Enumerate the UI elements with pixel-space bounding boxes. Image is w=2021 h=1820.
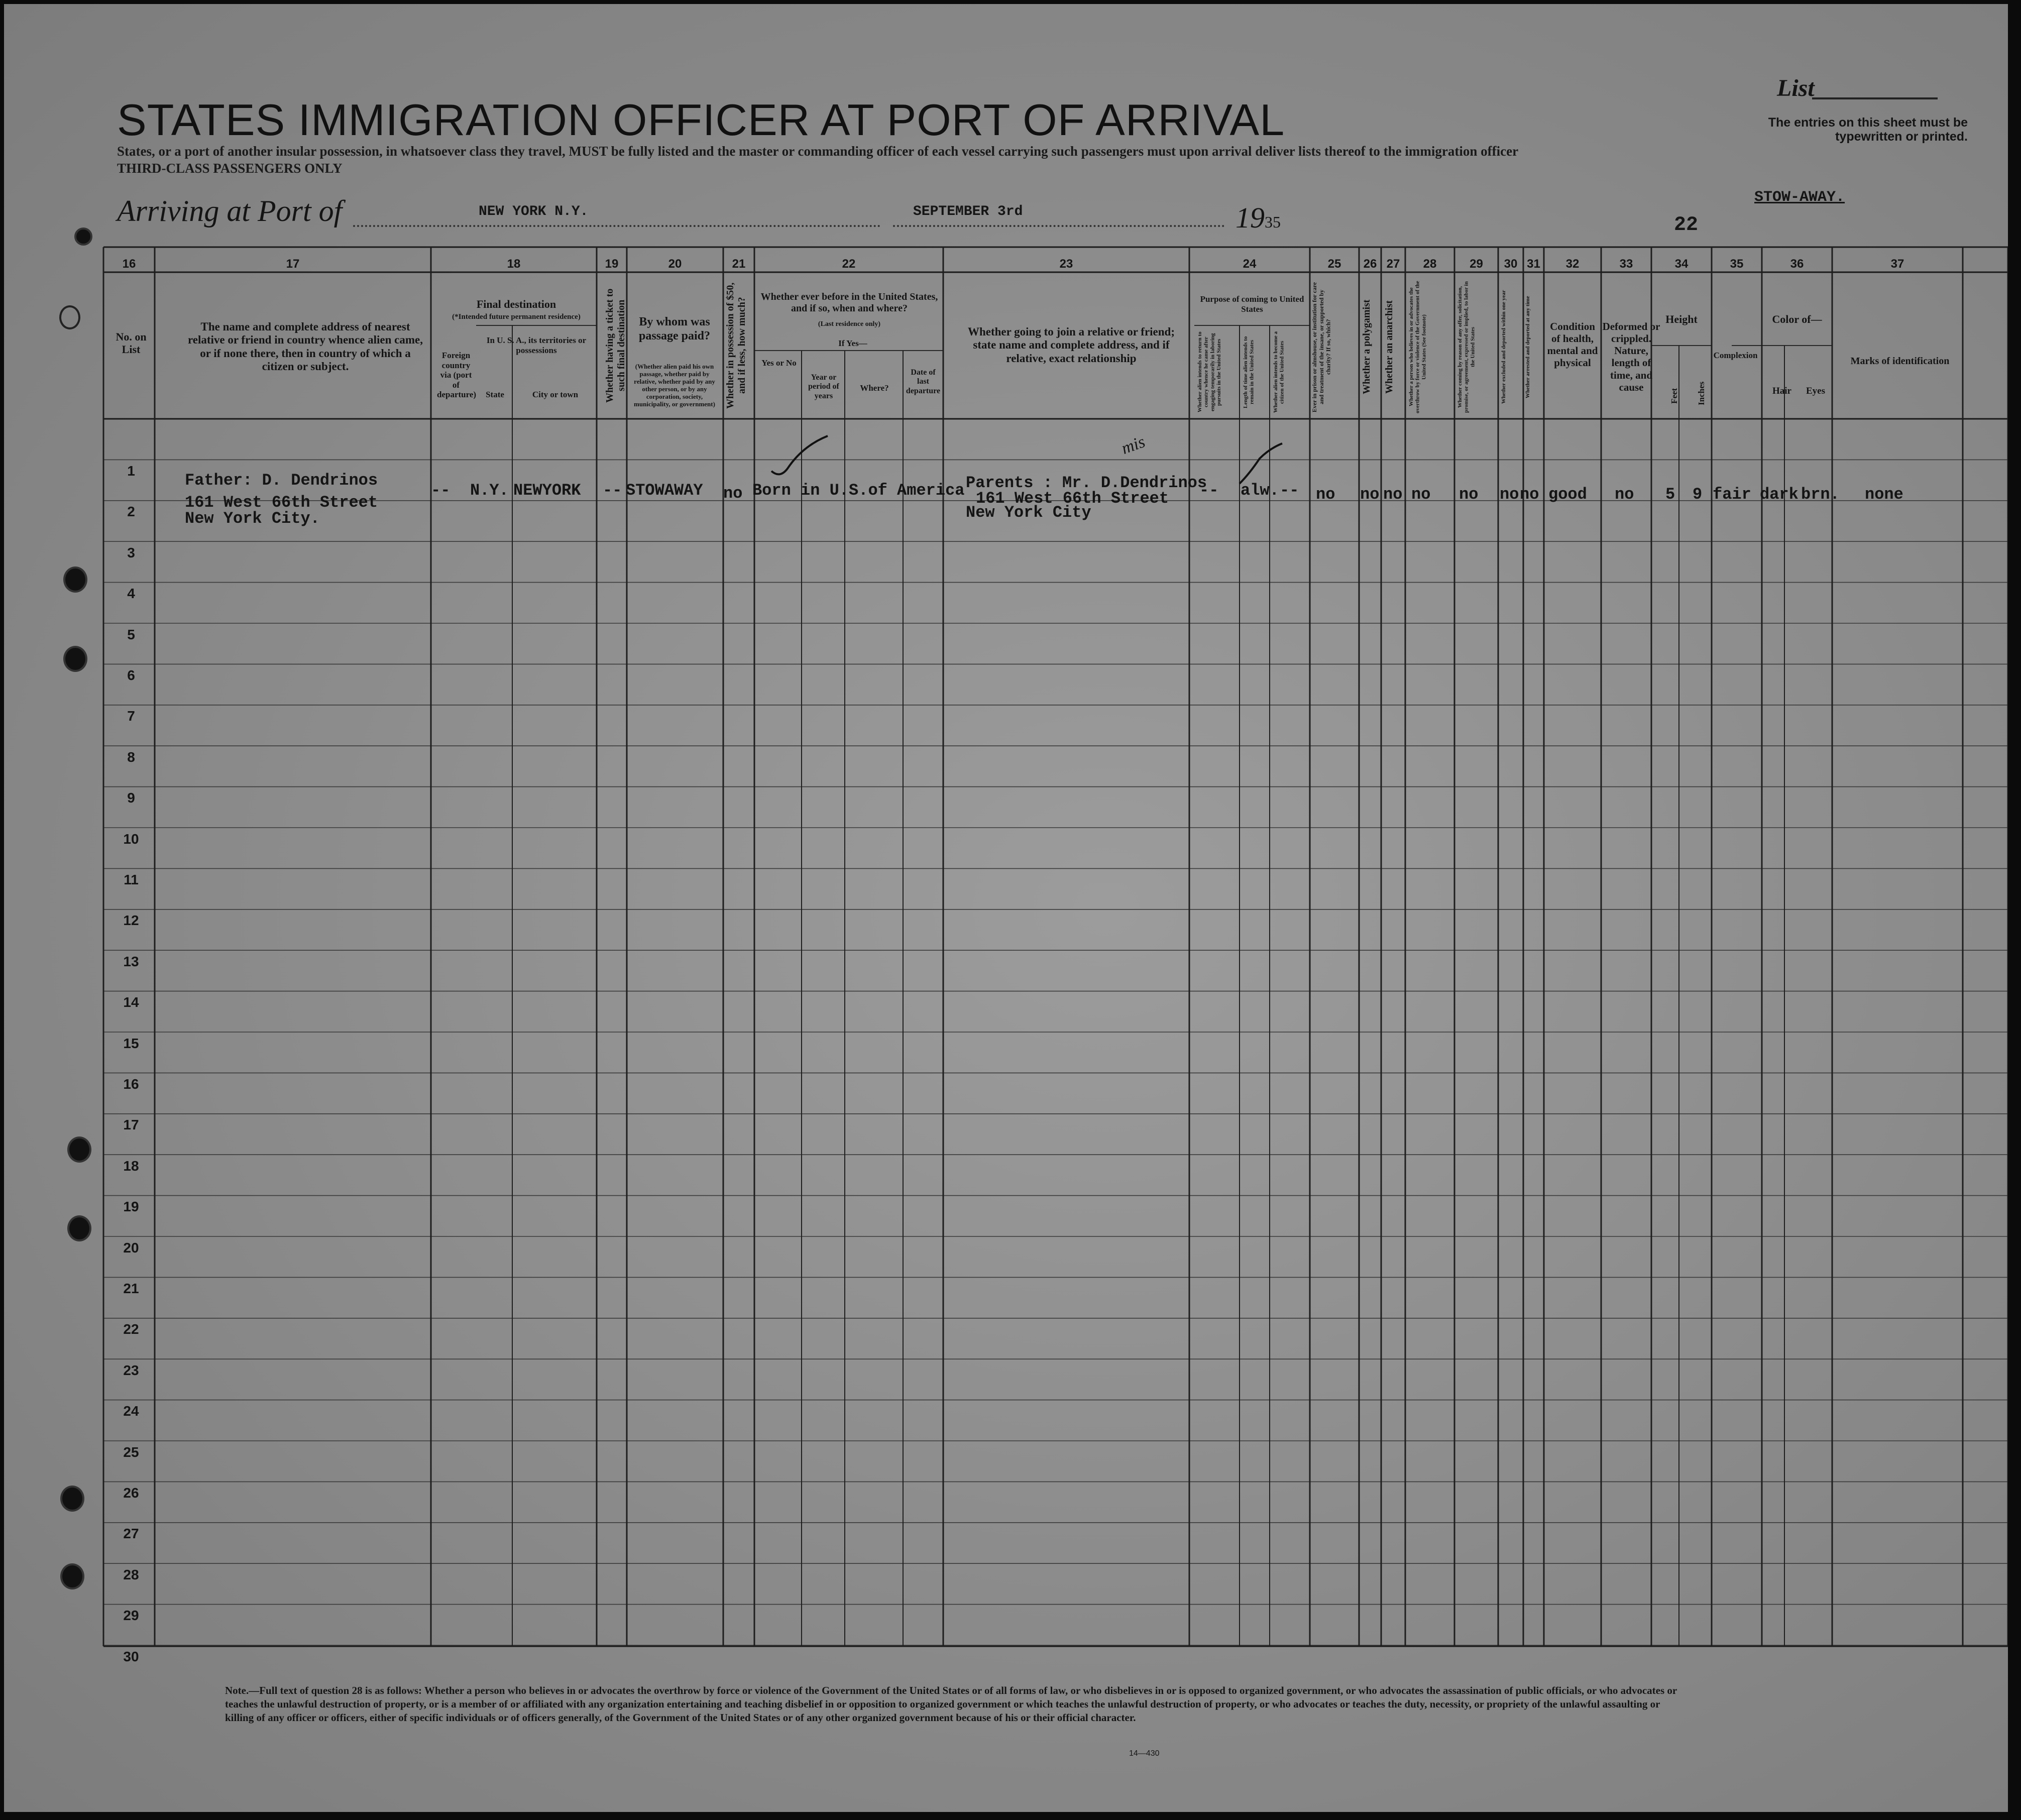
- column-number: 18: [507, 257, 521, 271]
- column-number: 30: [1504, 257, 1518, 271]
- row-number: 15: [123, 1035, 139, 1051]
- header-before-in-us: Whether ever before in the United States, and if so, when and where?: [760, 291, 938, 314]
- entry-complexion: fair: [1713, 485, 1751, 504]
- row-number: 13: [123, 953, 139, 969]
- row-number: 14: [123, 994, 139, 1010]
- entry-ticket: --: [603, 481, 622, 500]
- row-number: 22: [123, 1321, 139, 1337]
- row-number: 28: [123, 1566, 139, 1582]
- port-value: NEW YORK N.Y.: [479, 204, 589, 219]
- entry-joining-line-1: Parents : Mr. D.Dendrinos: [966, 474, 1207, 492]
- entry-marks: none: [1865, 485, 1903, 504]
- entry-joining-line-2: 161 West 66th Street: [976, 489, 1169, 508]
- row-number: 2: [127, 504, 135, 520]
- column-number: 21: [732, 257, 746, 271]
- row-number: 11: [124, 872, 139, 887]
- column-number: 37: [1890, 257, 1904, 271]
- entry-relative-line-2: 161 West 66th Street: [185, 493, 378, 512]
- entry-hair: dark: [1760, 485, 1799, 504]
- entries-note: The entries on this sheet must be typewritten or printed.: [1768, 116, 1968, 144]
- row-number: 5: [127, 626, 135, 642]
- header-final-destination: Final destination: [476, 298, 556, 310]
- entry-excluded: no: [1500, 485, 1519, 504]
- row-number: 17: [123, 1117, 139, 1133]
- column-number: 19: [605, 257, 619, 271]
- binder-hole: [59, 305, 80, 329]
- header-purpose-b: Length of time alien intends to remain in the United States: [1243, 336, 1255, 408]
- binder-hole: [63, 646, 87, 672]
- header-joining: Whether going to join a relative or friend; state name and complete address, and if relative, exact relationship: [967, 325, 1175, 365]
- entry-polygamist: no: [1360, 485, 1380, 504]
- header-purpose: Purpose of coming to United States: [1200, 294, 1304, 314]
- header-relative-address: The name and complete address of nearest relative or friend in country whence alien came, or if none there, then in country of which a citizen or subject.: [187, 320, 423, 373]
- row-number: 7: [127, 708, 135, 724]
- row-number: 21: [123, 1281, 139, 1296]
- row-number: 25: [123, 1444, 139, 1460]
- row-number: 23: [123, 1362, 139, 1378]
- form-number: 14—430: [1129, 1749, 1160, 1758]
- entry-purpose-c: --: [1280, 481, 1299, 500]
- row-number: 16: [123, 1076, 139, 1092]
- entry-state: N.Y.: [470, 481, 509, 500]
- page-title: STATES IMMIGRATION OFFICER AT PORT OF ARRIVAL: [117, 95, 1285, 145]
- arriving-label: Arriving at Port of: [117, 194, 343, 228]
- header-excluded: Whether excluded and deported within one year: [1501, 290, 1507, 404]
- header-final-destination-sub: (*Intended future permanent residence): [452, 313, 581, 321]
- entry-eyes: brn.: [1801, 485, 1840, 504]
- stowaway-label: STOW-AWAY.: [1754, 189, 1845, 206]
- year-prefix: 19: [1236, 201, 1265, 234]
- form-grid: [4, 4, 2008, 1812]
- row-number: 29: [123, 1608, 139, 1624]
- header-inches: Inches: [1697, 381, 1706, 405]
- entry-feet: 5: [1665, 485, 1675, 504]
- header-deformed: Deformed or crippled. Nature, length of time, and cause: [1602, 320, 1660, 393]
- column-number: 26: [1363, 257, 1377, 271]
- column-number: 29: [1470, 257, 1483, 271]
- row-number: 8: [127, 749, 135, 765]
- row-number: 27: [123, 1526, 139, 1542]
- column-number: 23: [1059, 257, 1073, 271]
- entry-inches: 9: [1693, 485, 1703, 504]
- column-number: 20: [668, 257, 682, 271]
- header-purpose-a: Whether alien intends to return to country whence he came after engaging temporarily in laboring pursuits in the United States: [1197, 331, 1222, 413]
- header-prison: Ever in prison or almshouse, or institution for care and treatment of the insane, or supported by charity? If so, which?: [1311, 282, 1332, 412]
- entry-foreign-country: --: [431, 481, 451, 500]
- row-number: 18: [123, 1158, 139, 1174]
- header-hair: Hair: [1772, 386, 1791, 396]
- row-number: 9: [127, 790, 135, 806]
- header-marks: Marks of identification: [1850, 356, 1950, 367]
- header-anarchist: Whether an anarchist: [1384, 300, 1395, 394]
- header-passage-paid-sub: (Whether alien paid his own passage, whether paid by relative, whether paid by any other person, or by any corporation, society, municipality, or government): [634, 363, 715, 408]
- entry-passage-paid: STOWAWAY: [626, 481, 703, 500]
- row-number: 19: [123, 1199, 139, 1215]
- header-yes-no: Yes or No: [761, 358, 797, 368]
- row-number: 26: [123, 1485, 139, 1501]
- entry-health: good: [1548, 485, 1587, 504]
- header-offer: Whether coming by reason of any offer, solicitation, promise, or agreement, expressed or implied, to labor in the United States: [1457, 281, 1476, 413]
- subtitle-line-1: States, or a port of another insular possession, in whatsoever class they travel, MUST be fully listed and the master or commanding officer of each vessel carrying such passengers must upon arrival deliver lists thereof to the immigration officer: [117, 144, 1519, 159]
- entry-purpose-a: --: [1199, 481, 1219, 500]
- binder-hole: [74, 228, 92, 246]
- header-city: City or town: [532, 390, 579, 399]
- row-number: 3: [127, 544, 135, 560]
- entry-relative-line-1: Father: D. Dendrinos: [185, 471, 378, 490]
- column-number: 33: [1619, 257, 1633, 271]
- entry-before-in-us: Born in U.S.of America: [752, 481, 965, 500]
- entry-relative-line-3: New York City.: [185, 509, 320, 528]
- header-ticket: Whether having a ticket to such final destination: [604, 288, 627, 403]
- header-height: Height: [1665, 313, 1698, 325]
- row-number: 1: [127, 463, 135, 479]
- column-number: 36: [1790, 257, 1804, 271]
- entry-anarchist: no: [1383, 485, 1403, 504]
- binder-hole: [63, 566, 87, 593]
- header-foreign-country: Foreign country via (port of departure): [437, 351, 477, 400]
- entry-joining-line-3: New York City: [966, 503, 1091, 522]
- date-value: SEPTEMBER 3rd: [913, 204, 1023, 219]
- column-number: 24: [1243, 257, 1257, 271]
- manifest-sheet: [4, 4, 2008, 1812]
- column-number: 32: [1565, 257, 1580, 271]
- header-color-of: Color of—: [1772, 313, 1822, 325]
- header-complexion: Complexion: [1713, 351, 1758, 360]
- row-number: 10: [123, 831, 139, 847]
- row-number: 20: [123, 1239, 139, 1256]
- footnote-question-28: Note.—Full text of question 28 is as follows: Whether a person who believes in or advocates the overthrow by force or violence of the Government of the United States or of all forms of law, or who disbelieves in or is opposed to organized government, or who advocates the assassination of public officials, or who advocates or teaches the unlawful destruction of property, or is a member of or affiliated with any organization entertaining and teaching disbelief in or opposition to organized government or which teaches the unlawful destruction of property, or who advocates or teaches the duty, necessity, or propriety of the unlawful assaulting or killing of any officer or officers, either of specific individuals or of officers generally, of the Government of the United States or of any other organized government because of his or their official character.: [225, 1684, 1677, 1724]
- entry-prison: no: [1316, 485, 1335, 504]
- header-money: Whether in possession of $50, and if less, how much?: [725, 282, 747, 409]
- header-overthrow: Whether a person who believes in or advocates the overthrow by force or violence of the Government of the United States (See footnote): [1408, 281, 1427, 413]
- entry-offer: no: [1459, 485, 1479, 504]
- entry-annotation: mis: [1118, 432, 1148, 458]
- sheet-number: 22: [1674, 214, 1699, 237]
- row-number: 6: [127, 667, 135, 683]
- column-number: 22: [842, 257, 856, 271]
- header-feet: Feet: [1669, 388, 1679, 404]
- header-purpose-c: Whether alien intends to become a citizen of the United States: [1273, 331, 1285, 413]
- binder-hole: [67, 1136, 91, 1163]
- header-arrested: Whether arrested and deported at any time: [1525, 296, 1531, 398]
- year-suffix: 35: [1265, 213, 1281, 231]
- binder-hole: [60, 1563, 84, 1589]
- column-number: 25: [1327, 257, 1341, 271]
- header-eyes: Eyes: [1806, 386, 1825, 396]
- entry-purpose-b: alw.: [1241, 481, 1279, 500]
- entry-city: NEWYORK: [513, 481, 581, 500]
- check-mark-col24: [1240, 443, 1282, 484]
- header-in-usa: In U. S. A., its territories or possessions: [486, 335, 587, 355]
- column-number: 34: [1674, 257, 1689, 271]
- row-number: 24: [123, 1403, 139, 1419]
- column-number: 28: [1423, 257, 1437, 271]
- header-last-departure: Date of last departure: [906, 368, 941, 395]
- header-no-on-list: No. on List: [116, 330, 147, 356]
- entry-deformed: no: [1615, 485, 1634, 504]
- subtitle-line-2: THIRD-CLASS PASSENGERS ONLY: [117, 161, 343, 176]
- column-number: 17: [286, 257, 300, 271]
- entry-money: no: [723, 484, 743, 503]
- list-label: List: [1777, 75, 1815, 101]
- column-number: 31: [1527, 257, 1540, 271]
- column-number: 27: [1386, 257, 1400, 271]
- row-number: 30: [123, 1648, 139, 1664]
- entry-arrested: no: [1520, 485, 1539, 504]
- header-state: State: [486, 390, 504, 399]
- header-where: Where?: [860, 383, 889, 393]
- header-health: Condition of health, mental and physical: [1547, 320, 1598, 369]
- header-before-in-us-sub: (Last residence only): [818, 320, 881, 328]
- check-mark-col22: [771, 436, 828, 474]
- header-polygamist: Whether a polygamist: [1361, 299, 1372, 395]
- row-number: 12: [123, 913, 139, 929]
- header-year-period: Year or period of years: [808, 373, 839, 400]
- binder-hole: [60, 1486, 84, 1512]
- column-number: 35: [1730, 257, 1744, 271]
- row-number: 4: [127, 586, 135, 602]
- column-number: 16: [122, 257, 136, 271]
- header-passage-paid: By whom was passage paid?: [638, 315, 711, 343]
- entry-overthrow: no: [1411, 485, 1431, 504]
- binder-hole: [67, 1215, 91, 1241]
- header-if-yes: If Yes—: [838, 338, 867, 348]
